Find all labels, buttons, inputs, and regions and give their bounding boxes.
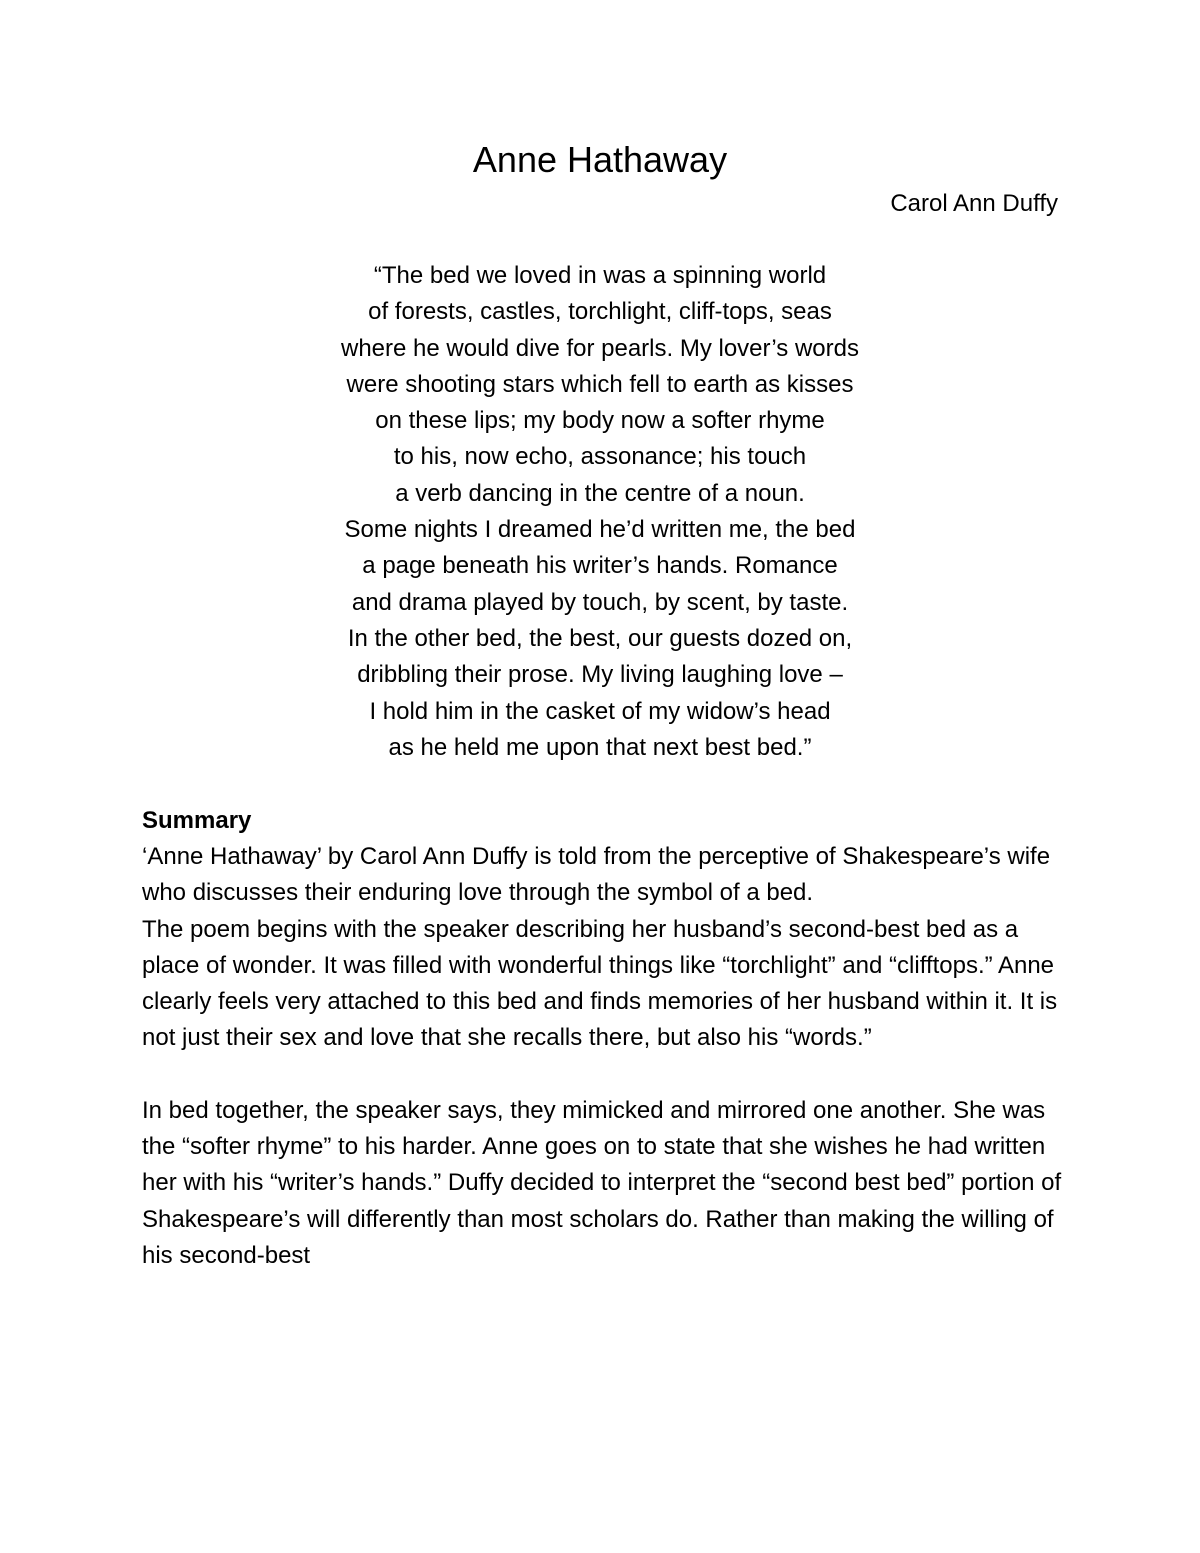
summary-paragraph: The poem begins with the speaker describing her husband’s second-best bed as a place of wonder. It was filled with wonderful things like “torchlight” and “clifftops.” Anne clearly feels very attached to this bed and finds memories of her husband within it. It is not just their sex and love that she recalls there, but also his “words.” <box>142 915 1058 1052</box>
poem-line: dribbling their prose. My living laughing love – <box>357 661 843 689</box>
poem-line: Some nights I dreamed he’d written me, the bed <box>344 516 856 544</box>
poem-line: of forests, castles, torchlight, cliff-tops, seas <box>368 298 832 326</box>
poem-line: a verb dancing in the centre of a noun. <box>395 479 805 507</box>
poem-line: on these lips; my body now a softer rhyme <box>375 407 825 435</box>
poem-line: I hold him in the casket of my widow’s head <box>369 697 831 725</box>
summary-heading: Summary <box>142 807 252 834</box>
poem-body <box>0 258 1200 766</box>
poem-line: where he would dive for pearls. My lover’s words <box>340 334 859 362</box>
poem-line: a page beneath his writer’s hands. Romance <box>362 552 838 580</box>
summary-paragraph: ‘Anne Hathaway’ by Carol Ann Duffy is told from the perceptive of Shakespeare’s wife who discusses their enduring love through the symbol of a bed. <box>142 843 1051 907</box>
poem-line: “The bed we loved in was a spinning world <box>373 262 827 289</box>
summary-section <box>142 803 1062 1274</box>
summary-paragraph: In bed together, the speaker says, they mimicked and mirrored one another. She was the “softer rhyme” to his harder. Anne goes on to state that she wishes he had written her with his “writer’s hands.” Duffy decided to interpret the “second best bed” portion of Shakespeare’s will differently than most scholars do. Rather than making the willing of his second-best <box>142 1096 1062 1269</box>
poem-line: and drama played by touch, by scent, by taste. <box>351 588 849 616</box>
poem-line: were shooting stars which fell to earth as kisses <box>346 370 854 398</box>
poem-line: to his, now echo, assonance; his touch <box>393 443 807 471</box>
poem-line: In the other bed, the best, our guests dozed on, <box>347 624 853 652</box>
poem-author: Carol Ann Duffy <box>890 190 1058 217</box>
poem-title: Anne Hathaway <box>472 139 728 180</box>
poem-line: as he held me upon that next best bed.” <box>388 733 812 761</box>
